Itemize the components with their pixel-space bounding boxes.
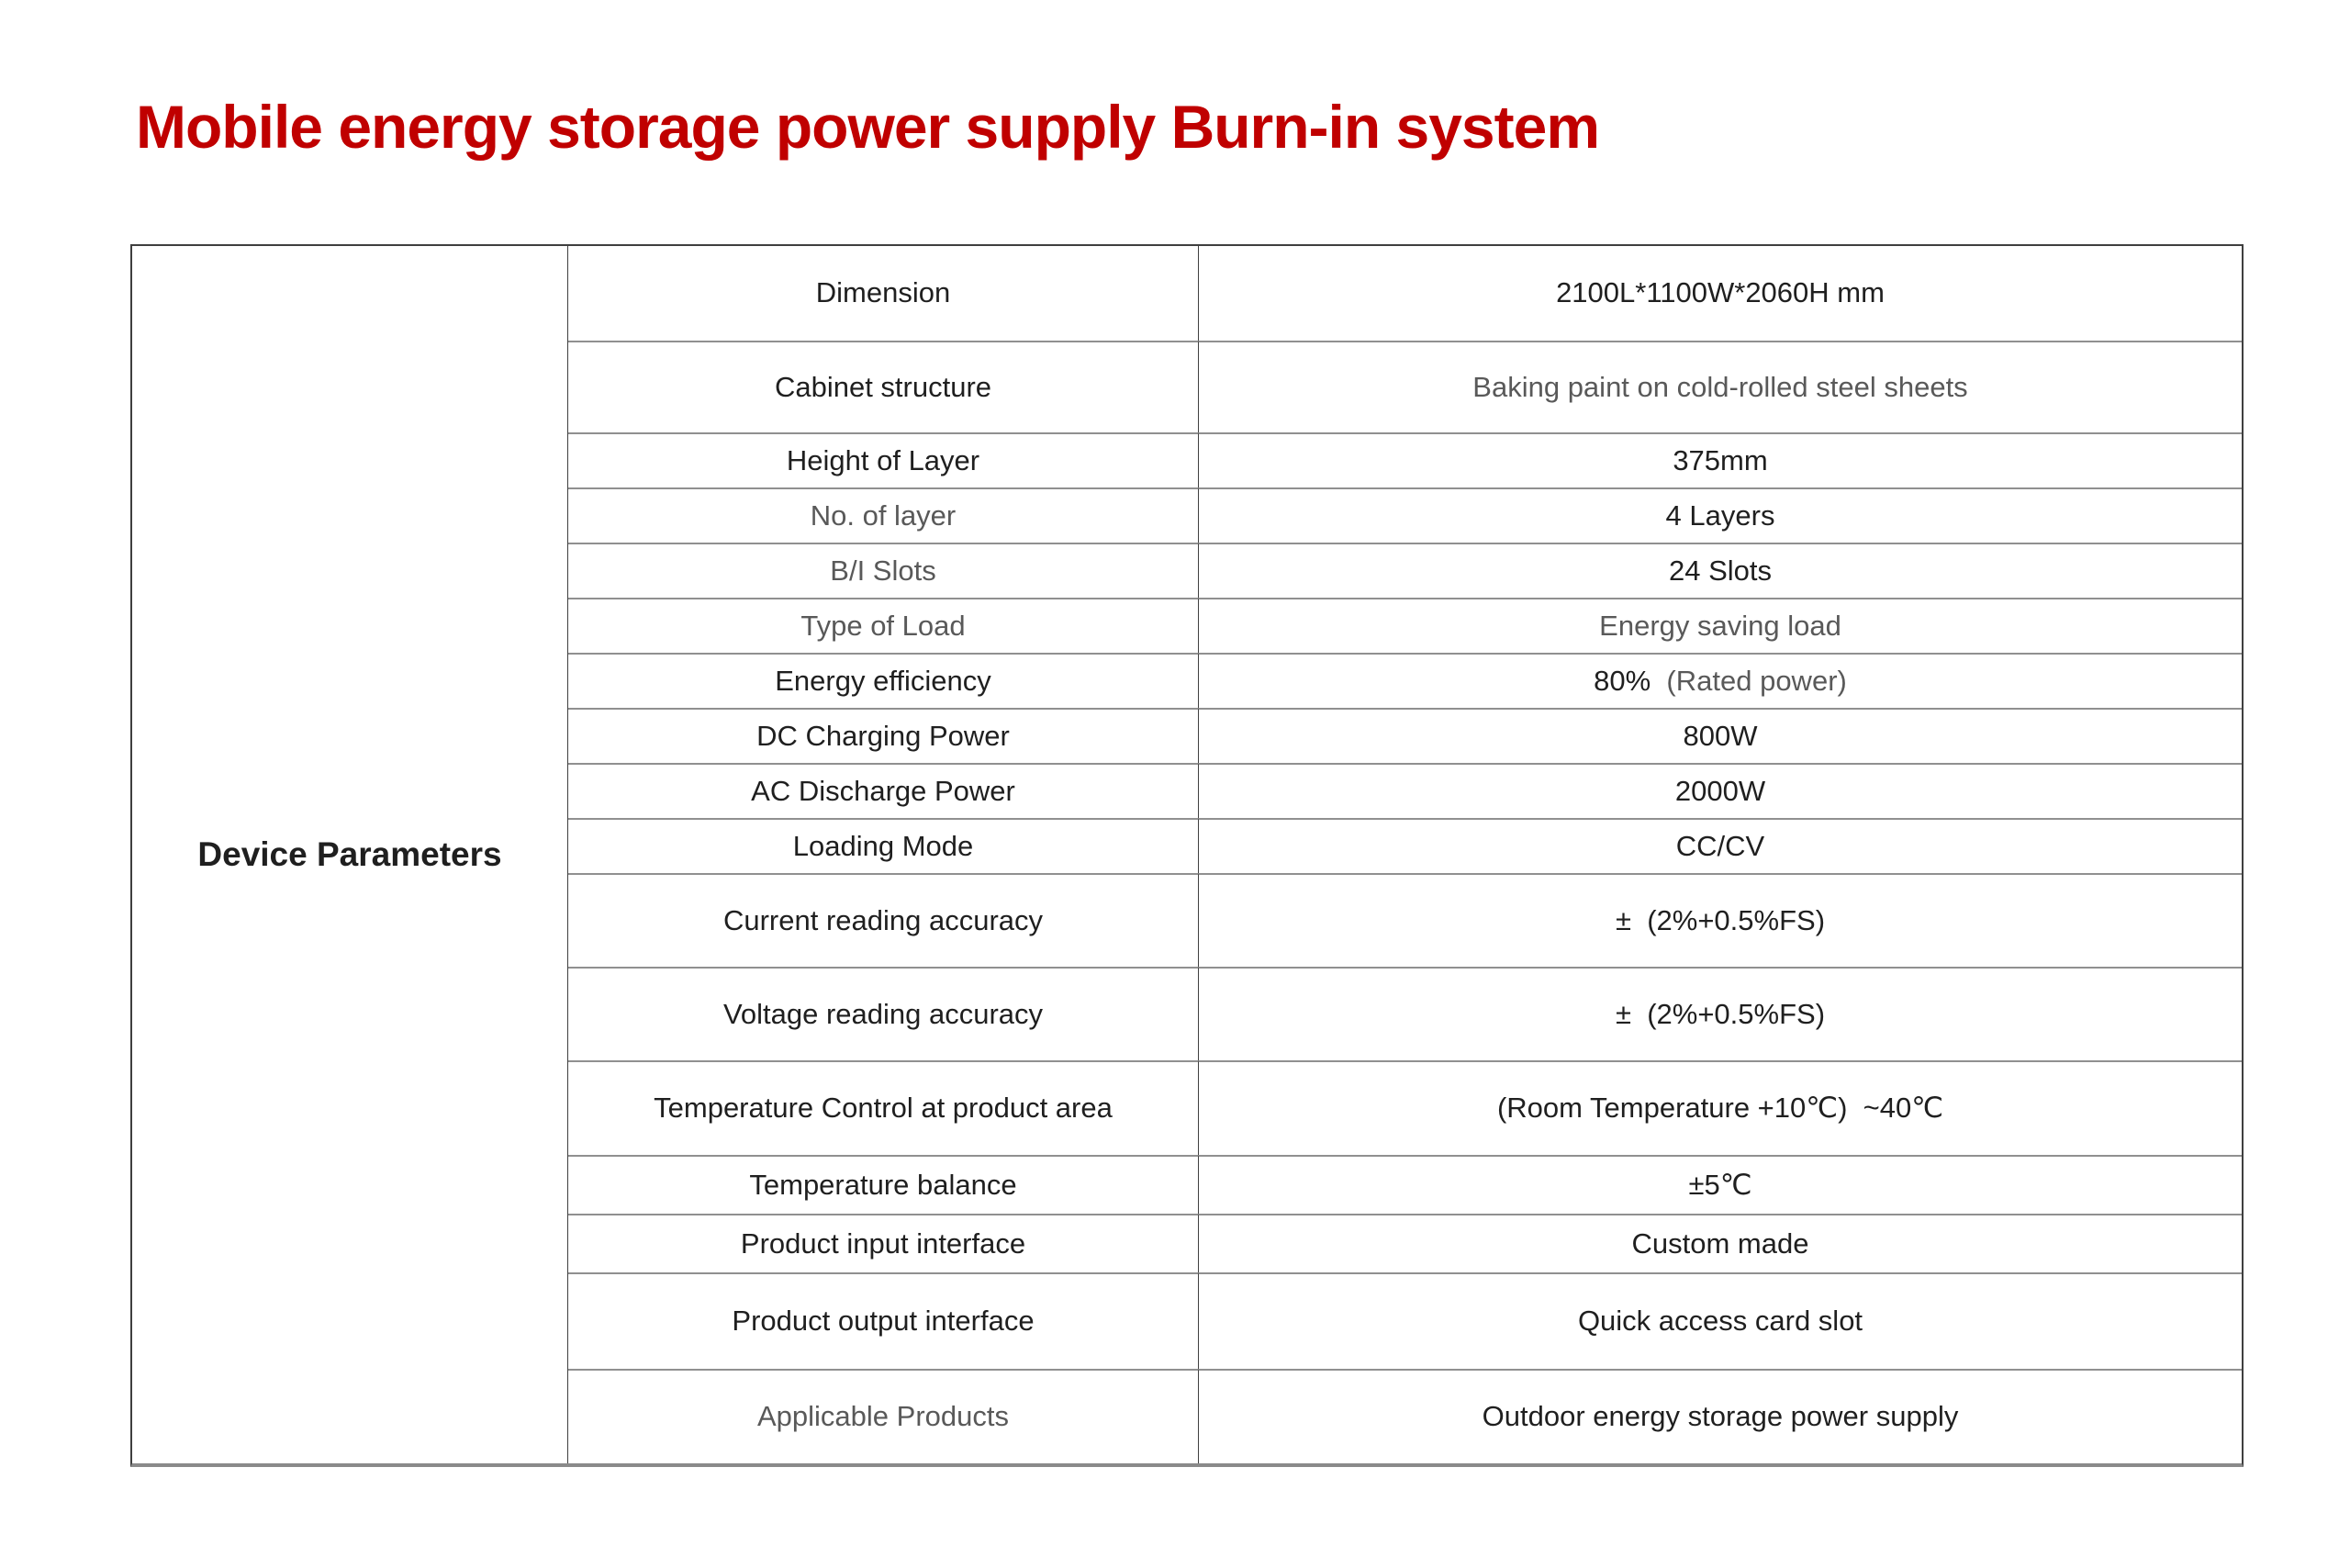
param-label-cell: Cabinet structure xyxy=(568,341,1199,432)
param-value-cell: Energy saving load xyxy=(1199,598,2242,653)
param-label-cell: Loading Mode xyxy=(568,818,1199,873)
param-label-cell: Height of Layer xyxy=(568,432,1199,487)
param-label-cell: Energy efficiency xyxy=(568,653,1199,708)
param-value-cell: (Room Temperature +10℃) ~40℃ xyxy=(1199,1060,2242,1155)
param-label-cell: No. of layer xyxy=(568,487,1199,543)
param-label-cell: AC Discharge Power xyxy=(568,763,1199,818)
param-value-cell: Outdoor energy storage power supply xyxy=(1199,1369,2242,1463)
param-value-cell: 375mm xyxy=(1199,432,2242,487)
param-value-cell xyxy=(1199,653,2242,708)
param-label-cell: Current reading accuracy xyxy=(568,873,1199,967)
param-value-part: (Rated power) xyxy=(1666,664,1847,697)
param-value-cell: Quick access card slot xyxy=(1199,1272,2242,1369)
param-value-cell: Custom made xyxy=(1199,1214,2242,1272)
param-label-cell: Applicable Products xyxy=(568,1369,1199,1463)
param-label-cell: Temperature balance xyxy=(568,1155,1199,1214)
param-value-cell: 24 Slots xyxy=(1199,543,2242,598)
param-value-part: 80% xyxy=(1594,664,1667,697)
param-value-cell: 2000W xyxy=(1199,763,2242,818)
merged-label-cell: Device Parameters xyxy=(132,246,568,1463)
param-value-cell: CC/CV xyxy=(1199,818,2242,873)
page-title: Mobile energy storage power supply Burn-in system xyxy=(136,93,1600,161)
param-value-cell: 4 Layers xyxy=(1199,487,2242,543)
param-label-cell: Dimension xyxy=(568,246,1199,341)
param-value-cell: 800W xyxy=(1199,708,2242,763)
param-label-cell: Product output interface xyxy=(568,1272,1199,1369)
param-label-cell: Product input interface xyxy=(568,1214,1199,1272)
param-value-cell: Baking paint on cold-rolled steel sheets xyxy=(1199,341,2242,432)
param-value-cell: ±5℃ xyxy=(1199,1155,2242,1214)
device-parameters-table xyxy=(130,244,2244,1467)
param-label-cell: DC Charging Power xyxy=(568,708,1199,763)
param-value-cell: 2100L*1100W*2060H mm xyxy=(1556,276,1885,309)
param-label-cell: B/I Slots xyxy=(568,543,1199,598)
param-label-cell: Temperature Control at product area xyxy=(568,1060,1199,1155)
param-value-cell: ± (2%+0.5%FS) xyxy=(1199,967,2242,1060)
param-label-cell: Type of Load xyxy=(568,598,1199,653)
param-label-cell: Voltage reading accuracy xyxy=(568,967,1199,1060)
param-value-cell: ± (2%+0.5%FS) xyxy=(1199,873,2242,967)
